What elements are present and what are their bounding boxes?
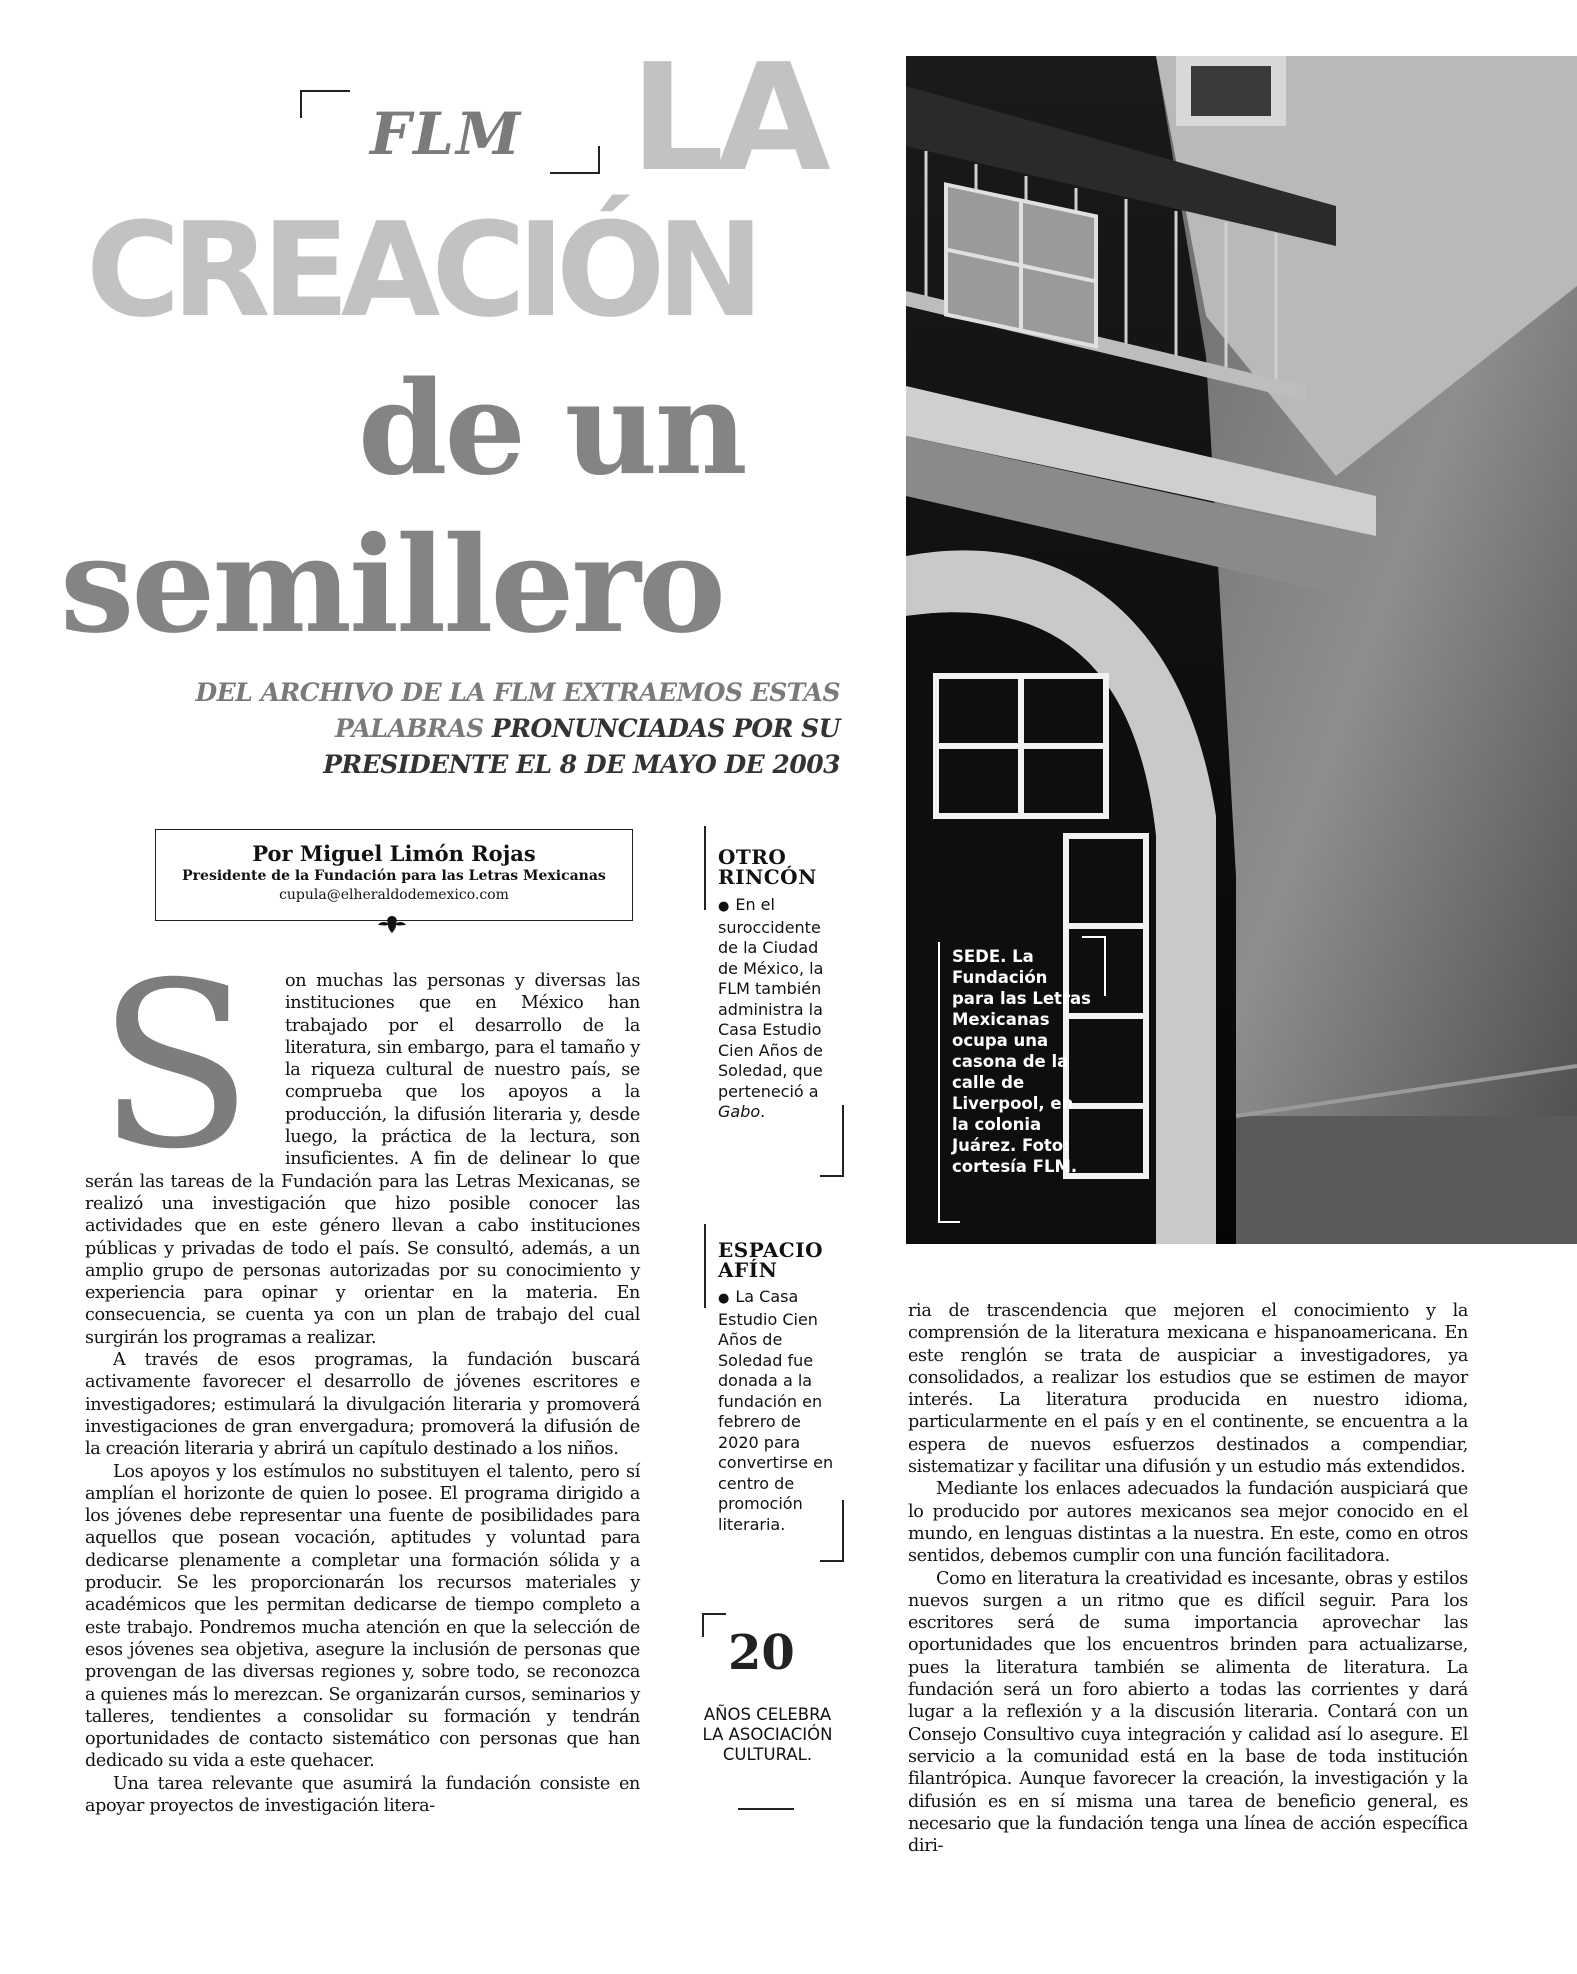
caption-rule (938, 942, 940, 1222)
sidebar-rule (704, 1224, 706, 1308)
stat-number: 20 (728, 1625, 795, 1681)
caption-rule (1082, 936, 1104, 938)
sidebar-rule (820, 1560, 844, 1562)
caption-lead: SEDE. (952, 947, 1007, 966)
body-paragraph: on muchas las personas y diversas las instituciones que en México han trabajado por el desarrollo de la literatura, sin embargo, para el tamaño y la riqueza cultural de nuestro país, se comprueba que los apoyos a la producción, la difusión literaria y, desde luego, la práctica de la lectura, son insuficientes. A fin de delinear lo que serán las tareas de la Fundación para las Letras Mexicanas, se realizó una investigación que hizo posible conocer las actividades que en este género llevan a cabo instituciones públicas y privadas de todo el país. Se consultó, además, a un amplio grupo de personas autorizadas por su conocimiento y experiencia para opinar y orientar en la materia. En consecuencia, se cuenta ya con un plan de trabajo del cual surgirán los programas a realizar. (85, 971, 640, 1348)
sidebar-title-line: RINCÓN (718, 865, 817, 889)
sidebar-text-otro-rincon (718, 895, 838, 1123)
headline-line-2: CREACIÓN (86, 194, 756, 346)
author-email[interactable]: cupula@elheraldodemexico.com (279, 887, 509, 903)
body-paragraph: ria de trascendencia que mejoren el conocimiento y la comprensión de la literatura mexicana e hispanoamericana. En este renglón se trata de auspiciar a investigadores, ya consolidados, a realizar los estudios que se estimen de mayor interés. La literatura producida en nuestro idioma, particularmente en el país y en el continente, se encuentra a la espera de nuevos esfuerzos destinados a compendiar, sistematizar y facilitar una difusión y un estudio más extendidos. (908, 1301, 1468, 1478)
sidebar-title-line: OTRO (718, 845, 787, 869)
sidebar-rule (704, 826, 706, 910)
sidebar-text-part: La Casa Estudio Cien Años de Soledad fue donada a la fundación en febrero de 2020 para convertirse en centro de promoción literaria. (718, 1287, 834, 1534)
fleuron-ornament-icon (376, 914, 408, 934)
sidebar-text-part: . (760, 1102, 766, 1121)
caption-text: La Fundación para las Letras Mexicanas ocupa una casona de la calle de Liverpool, en la colonia Juárez. Foto: cortesía FLM. (952, 947, 1092, 1176)
sidebar-text-emphasis: Gabo (718, 1102, 761, 1121)
bullet-icon: ● (718, 1291, 730, 1306)
stat-rule (738, 1808, 794, 1810)
body-paragraph: Como en literatura la creatividad es incesante, obras y estilos nuevos surgen a un ritmo que es difícil seguir. Para los escritores será de suma importancia aprovechar las oportunidades que los encuentros brinden para actualizarse, pues la literatura también se alimenta de literatura. La fundación será un foro abierto a todas las corrientes y dará lugar a la reflexión y a la discusión literaria. Contará con un Consejo Consultivo cuya integración y calidad así lo asegure. El servicio a la comunidad está en la base de toda institución filantrópica. Aunque favorecer la creación, la investigación y la difusión es en sí misma una tarea de beneficio general, es necesario que la fundación tenga una línea de acción específica diri- (908, 1568, 1468, 1857)
headline-line-4: semillero (60, 508, 723, 663)
photo-caption (952, 946, 1092, 1177)
sidebar-title-line: ESPACIO (718, 1238, 823, 1262)
body-paragraph: A través de esos programas, la fundación buscará activamente favorecer el desarrollo de jóvenes escritores e investigadores; estimulará la divulgación literaria y promoverá investigaciones de gran envergadura; promoverá la difusión de la creación literaria y abrirá un capítulo destinado a los niños. (85, 1350, 640, 1460)
body-column-2 (908, 1300, 1468, 1857)
author-name: Por Miguel Limón Rojas (252, 841, 536, 866)
headline-bracket-bottom-right (550, 146, 600, 174)
stat-label: AÑOS CELEBRA LA ASOCIACIÓN CULTURAL. (702, 1705, 833, 1764)
bullet-icon: ● (718, 899, 730, 914)
body-column-1 (85, 933, 640, 1817)
sidebar-title-espacio-afin (718, 1240, 828, 1280)
section-kicker: FLM (370, 100, 523, 168)
deck-subtitle (180, 675, 840, 783)
sidebar-rule (842, 1500, 844, 1560)
headline-line-1: LA (630, 32, 823, 204)
deck-part-1: DEL ARCHIVO DE LA FLM EXTRAEMOS ESTAS PALABRAS (195, 678, 840, 743)
deck-part-2: PRONUNCIADAS POR SU PRESIDENTE EL 8 DE MAYO DE 2003 (323, 714, 840, 779)
headline-bracket-top-left (300, 90, 350, 118)
caption-rule (1104, 936, 1106, 996)
drop-cap: S (97, 933, 253, 1199)
stat-bracket (702, 1613, 726, 1637)
sidebar-rule (842, 1105, 844, 1175)
headline-line-3: de un (358, 354, 745, 504)
body-paragraph: Mediante los enlaces adecuados la fundación auspiciará que lo producido por autores mexicanos sea mejor conocido en el mundo, en lenguas distintas a la nuestra. En este, como en otros sentidos, debemos cumplir con una función facilitadora. (908, 1479, 1468, 1567)
byline-box (155, 829, 633, 921)
sidebar-title-line: AFÍN (718, 1258, 778, 1282)
author-role: Presidente de la Fundación para las Letras Mexicanas (182, 868, 606, 884)
caption-rule (938, 1221, 960, 1223)
body-paragraph: Los apoyos y los estímulos no substituyen el talento, pero sí amplían el horizonte de quien lo posee. El programa dirigido a los jóvenes debe representar una fuente de posibilidades para aquellos que posean vocación, aptitudes y voluntad para dedicarse plenamente a completar una formación sólida y a producir. Se les proporcionarán los recursos materiales y académicos que les permitan dedicarse de tiempo completo a este trabajo. Pondremos mucha atención en que la selección de esos jóvenes sea objetiva, asegure la inclusión de personas que provengan de las diversas regiones y, sobre todo, se reconozca a quienes más lo merezcan. Se organizarán cursos, seminarios y talleres, tendientes a consolidar su formación y tendrán oportunidades de contacto sistemático con personas que han dedicado su vida a este quehacer. (85, 1461, 640, 1772)
sidebar-text-part: En el suroccidente de la Ciudad de México, la FLM también administra la Casa Estudio Cien Años de Soledad, que perteneció a (718, 895, 824, 1101)
body-paragraph: Una tarea relevante que asumirá la fundación consiste en apoyar proyectos de investigación litera- (85, 1773, 640, 1816)
sidebar-rule (820, 1175, 844, 1177)
sidebar-title-otro-rincon (718, 847, 828, 887)
sidebar-text-espacio-afin (718, 1287, 838, 1535)
